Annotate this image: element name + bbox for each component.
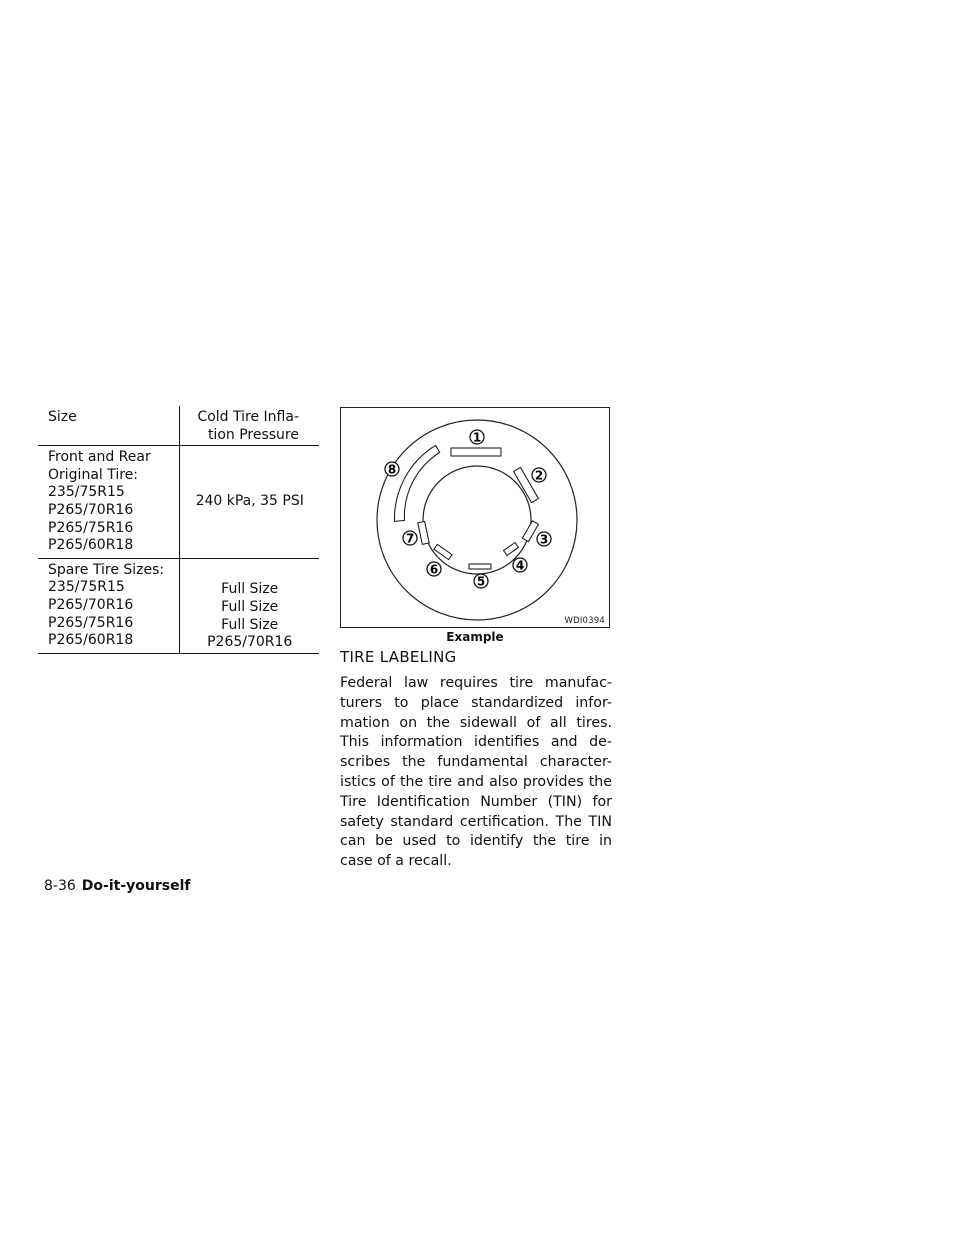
label-box-1	[451, 448, 501, 456]
table-header-row	[38, 406, 319, 446]
size-line: 235/75R15	[48, 579, 125, 596]
label-box-5	[469, 564, 491, 569]
spare-pressure-cell	[180, 558, 319, 653]
label-box-6	[434, 544, 452, 559]
section-body: Federal law requires tire manufac-turers to place standardized infor-mation on the sidewall of all tires. This information identifies and de-scribes the fundamental character-istics of the tire and also provides the Tire Identification Number (TIN) for safety standard certification. The TIN can be used to identify the tire in case of a recall.	[340, 675, 612, 870]
page-number: 8-36	[44, 878, 76, 894]
spare-value: Full Size	[221, 598, 279, 615]
figure-caption: Example	[446, 630, 504, 644]
size-line: P265/75R16	[48, 614, 134, 631]
size-line: Original Tire:	[48, 466, 139, 483]
size-line: P265/70R16	[48, 501, 134, 518]
callout-3	[537, 532, 551, 547]
table-row-original	[38, 446, 319, 559]
size-line: 235/75R15	[48, 484, 125, 501]
section-heading: TIRE LABELING	[340, 648, 457, 666]
callout-number: 6	[429, 562, 439, 577]
size-header: Size	[48, 409, 77, 425]
tire-inner-circle	[423, 466, 531, 574]
chapter-title: Do-it-yourself	[81, 878, 191, 894]
callout-number: 3	[539, 532, 549, 547]
spare-value: Full Size	[221, 616, 279, 633]
spare-value: Full Size	[221, 581, 279, 598]
original-sizes-cell	[38, 446, 180, 559]
label-box-3	[522, 521, 538, 542]
tire-pressure-table	[38, 406, 319, 654]
size-line: P265/60R18	[48, 537, 134, 554]
label-box-7	[418, 521, 429, 544]
figure-code: WDI0394	[564, 616, 605, 626]
table-row-spare	[38, 558, 319, 653]
callout-number: 1	[472, 430, 482, 445]
spare-value: P265/70R16	[207, 634, 293, 651]
callout-number: 8	[387, 462, 397, 477]
callout-8	[385, 462, 399, 477]
callout-7	[403, 531, 417, 546]
pressure-value: 240 kPa, 35 PSI	[195, 493, 304, 510]
tire-sidewall-diagram	[341, 408, 611, 629]
callout-4	[513, 558, 527, 573]
size-line: Front and Rear	[48, 449, 151, 466]
callout-number: 5	[476, 574, 486, 589]
callout-number: 4	[515, 558, 525, 573]
spare-sizes-cell	[38, 558, 180, 653]
size-line: P265/60R18	[48, 632, 134, 649]
original-pressure-cell	[180, 446, 319, 559]
size-line: Spare Tire Sizes:	[48, 561, 165, 578]
label-box-8	[394, 445, 439, 521]
size-line: P265/75R16	[48, 519, 134, 536]
page-footer	[44, 878, 190, 894]
callout-1	[470, 430, 484, 445]
size-line: P265/70R16	[48, 596, 134, 613]
callout-number: 2	[534, 468, 544, 483]
tire-sidewall-figure	[340, 407, 610, 628]
callout-6	[427, 562, 441, 577]
pressure-header-line: Cold Tire Infla-	[197, 409, 299, 425]
callout-number: 7	[405, 531, 415, 546]
label-box-4	[504, 543, 519, 556]
pressure-header-line: tion Pressure	[207, 426, 299, 443]
callout-5	[474, 574, 488, 589]
pressure-header	[180, 406, 319, 446]
callout-2	[532, 468, 546, 483]
